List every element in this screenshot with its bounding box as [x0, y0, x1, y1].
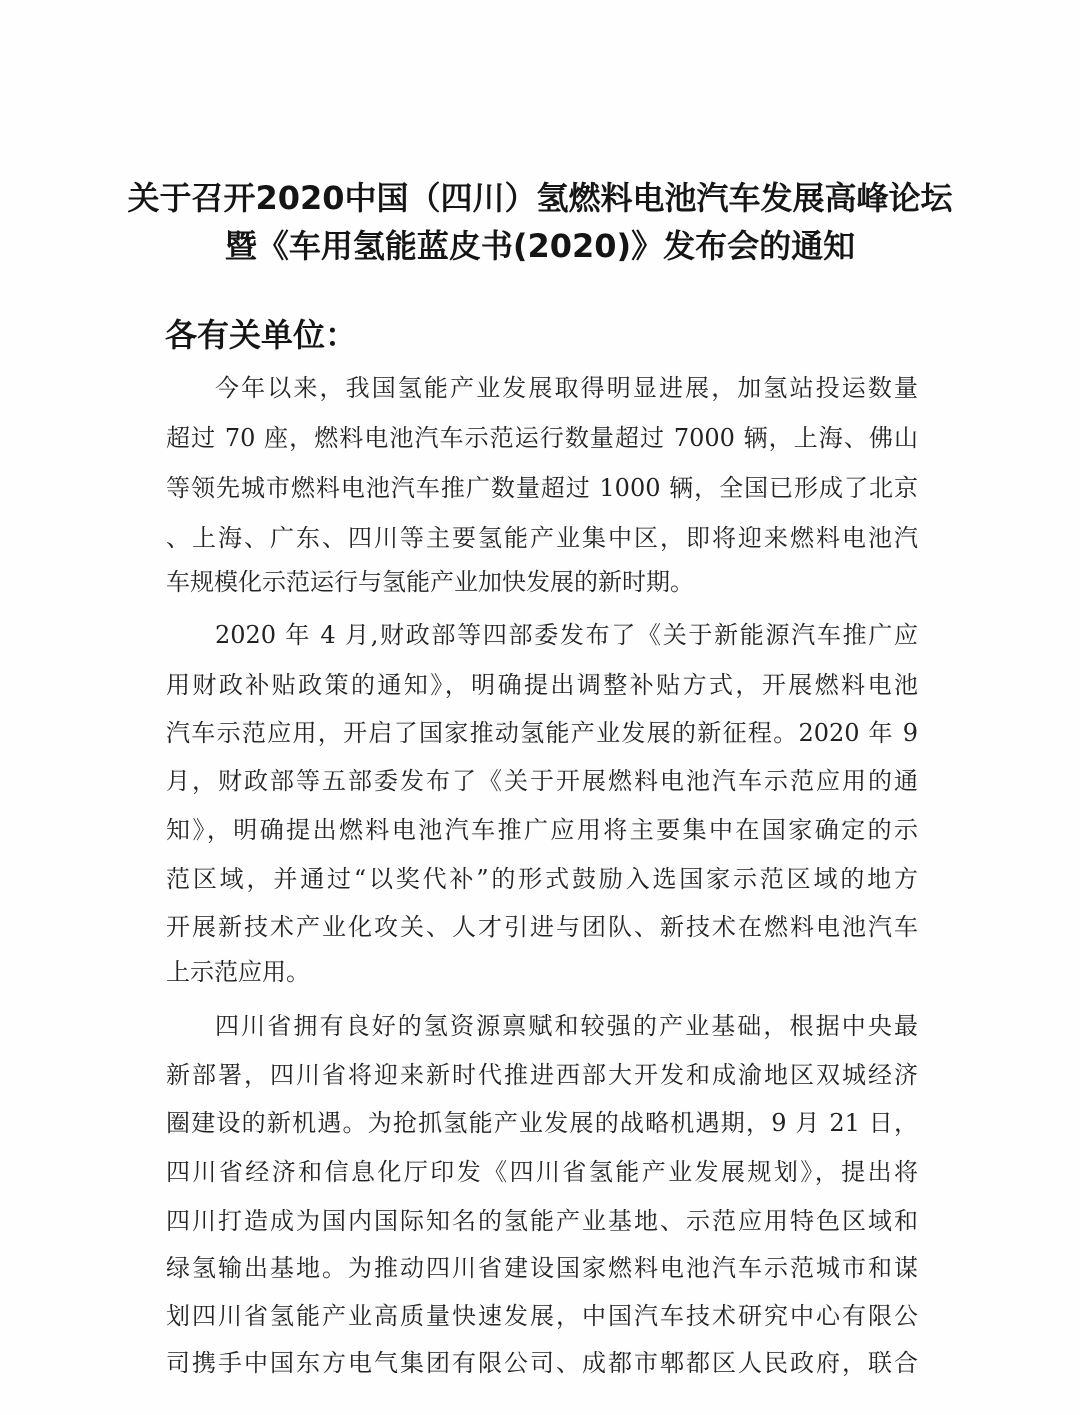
- body-line: 月，财政部等五部委发布了《关于开展燃料电池汽车示范应用的通: [166, 767, 918, 795]
- body-line: 今年以来，我国氢能产业发展取得明显进展，加氢站投运数量: [215, 374, 918, 402]
- body-line: 四川省经济和信息化厅印发《四川省氢能产业发展规划》，提出将: [166, 1158, 918, 1186]
- body-line: 上示范应用。: [166, 958, 310, 986]
- body-line: 绿氢输出基地。为推动四川省建设国家燃料电池汽车示范城市和谋: [166, 1254, 918, 1282]
- body-line: 四川打造成为国内国际知名的氢能产业基地、示范应用特色区域和: [166, 1207, 918, 1235]
- body-line: 范区域，并通过“以奖代补”的形式鼓励入选国家示范区域的地方: [166, 865, 918, 893]
- body-line: 新部署，四川省将迎来新时代推进西部大开发和成渝地区双城经济: [166, 1061, 918, 1089]
- body-line: 开展新技术产业化攻关、人才引进与团队、新技术在燃料电池汽车: [166, 913, 918, 941]
- body-line: 圈建设的新机遇。为抢抓氢能产业发展的战略机遇期，9 月 21 日，: [166, 1109, 918, 1137]
- body-line: 车规模化示范运行与氢能产业加快发展的新时期。: [166, 568, 694, 596]
- salutation: 各有关单位：: [165, 316, 358, 354]
- document-title-line-2: 暨《车用氢能蓝皮书(2020)》发布会的通知: [224, 227, 856, 265]
- body-line: 等领先城市燃料电池汽车推广数量超过 1000 辆，全国已形成了北京: [166, 474, 918, 502]
- body-line: 超过 70 座，燃料电池汽车示范运行数量超过 7000 辆，上海、佛山: [166, 424, 918, 452]
- body-line: 用财政补贴政策的通知》，明确提出调整补贴方式，开展燃料电池: [166, 671, 918, 699]
- body-line: 知》，明确提出燃料电池汽车推广应用将主要集中在国家确定的示: [166, 816, 918, 844]
- body-line: 2020 年 4 月,财政部等四部委发布了《关于新能源汽车推广应: [215, 621, 918, 649]
- body-line: 、上海、广东、四川等主要氢能产业集中区，即将迎来燃料电池汽: [166, 524, 918, 552]
- body-line: 汽车示范应用，开启了国家推动氢能产业发展的新征程。2020 年 9: [166, 719, 918, 747]
- body-line: 司携手中国东方电气集团有限公司、成都市郫都区人民政府，联合: [166, 1349, 918, 1377]
- document-title-line-1: 关于召开2020中国（四川）氢燃料电池汽车发展高峰论坛: [127, 179, 953, 217]
- body-line: 四川省拥有良好的氢资源禀赋和较强的产业基础，根据中央最: [215, 1012, 918, 1040]
- body-line: 划四川省氢能产业高质量快速发展，中国汽车技术研究中心有限公: [166, 1302, 918, 1330]
